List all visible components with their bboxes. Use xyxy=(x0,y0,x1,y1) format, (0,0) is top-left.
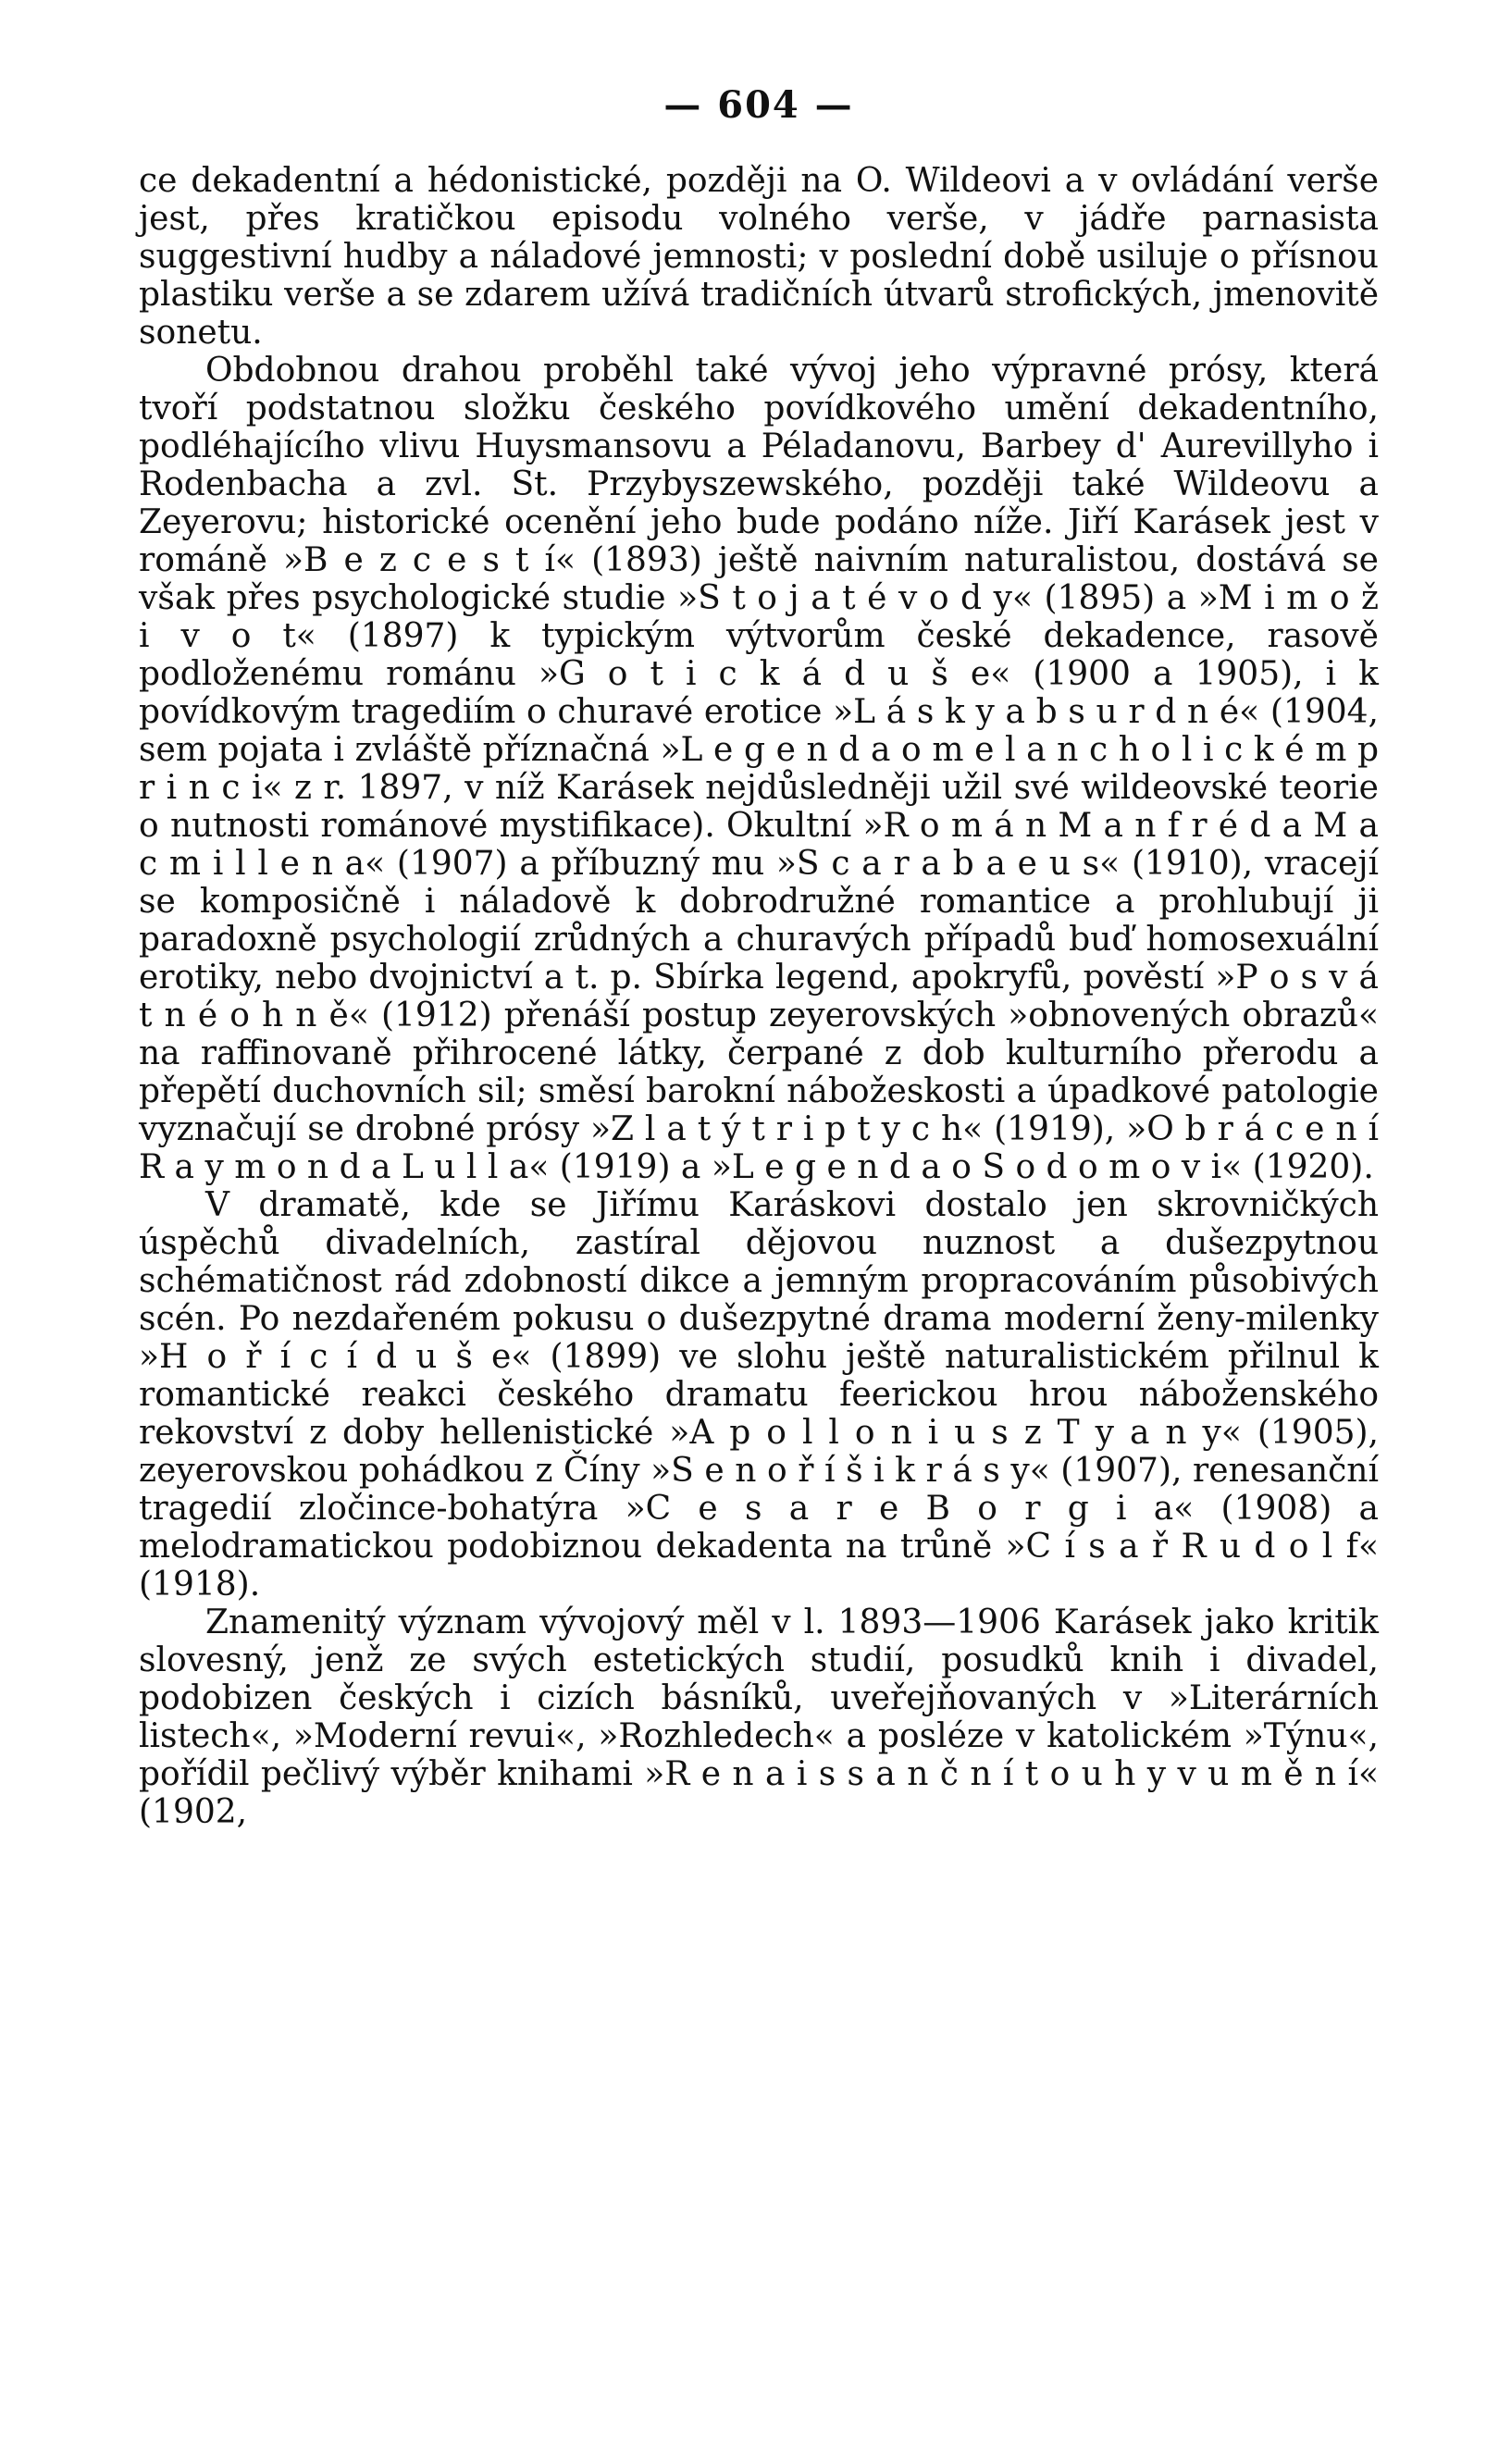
paragraph-4: Znamenitý význam vývojový měl v l. 1893—1906 Karásek jako kritik slovesný, jenž ze svých estetických studií, posudků knih i divadel, podobizen českých i cizích básníků, uveřejňovaných v »Literárních listech«, »Moderní revui«, »Rozhledech« a posléze v katolickém »Týnu«, pořídil pečlivý výběr knihami »R e n a i s s a n č n í t o u h y v u m ě n í« (1902, xyxy=(139,1603,1379,1831)
paragraph-1: ce dekadentní a hédonistické, později na O. Wildeovi a v ovládání verše jest, přes kratičkou episodu volného verše, v jádře parnasista suggestivní hudby a náladové jemnosti; v poslední době usiluje o přísnou plastiku verše a se zdarem užívá tradičních útvarů strofických, jmenovitě sonetu. xyxy=(139,162,1379,352)
paragraph-3: V dramatě, kde se Jiřímu Karáskovi dostalo jen skrovničkých úspěchů divadelních, zastíral dějovou nuznost a dušezpytnou schématičnost rád zdobností dikce a jemným propracováním působivých scén. Po nezdařeném pokusu o dušezpytné drama moderní ženy-milenky »H o ř í c í d u š e« (1899) ve slohu ještě naturalistickém přilnul k romantické reakci českého dramatu feerickou hrou náboženského rekovství z doby hellenistické »A p o l l o n i u s z T y a n y« (1905), zeyerovskou pohádkou z Číny »S e n o ř í š i k r á s y« (1907), renesanční tragedií zločince-bohatýra »C e s a r e B o r g i a« (1908) a melodramatickou podobiznou dekadenta na trůně »C í s a ř R u d o l f« (1918). xyxy=(139,1186,1379,1603)
paragraph-2: Obdobnou drahou proběhl také vývoj jeho výpravné prósy, která tvoří podstatnou složku českého povídkového umění dekadentního, podléhajícího vlivu Huysmansovu a Péladanovu, Barbey d' Aurevillyho i Rodenbacha a zvl. St. Przybyszewského, později také Wildeovu a Zeyerovu; historické ocenění jeho bude podáno níže. Jiří Karásek jest v románě »B e z c e s t í« (1893) ještě naivním naturalistou, dostává se však přes psychologické studie »S t o j a t é v o d y« (1895) a »M i m o ž i v o t« (1897) k typickým výtvorům české dekadence, rasově podloženému románu »G o t i c k á d u š e« (1900 a 1905), i k povídkovým tragediím o churavé erotice »L á s k y a b s u r d n é« (1904, sem pojata i zvláště příznačná »L e g e n d a o m e l a n c h o l i c k é m p r i n c i« z r. 1897, v níž Karásek nejdůsledněji užil své wildeovské teorie o nutnosti románové mystifikace). Okultní »R o m á n M a n f r é d a M a c m i l l e n a« (1907) a příbuzný mu »S c a r a b a e u s« (1910), vracejí se komposičně i náladově k dobrodružné romantice a prohlubují ji paradoxně psychologií zrůdných a churavých případů buď homosexuální erotiky, nebo dvojnictví a t. p. Sbírka legend, apokryfů, pověstí »P o s v á t n é o h n ě« (1912) přenáší postup zeyerovských »obnovených obrazů« na raffinovaně přihrocené látky, čerpané z dob kulturního přerodu a přepětí duchovních sil; směsí barokní nábožeskosti a úpadkové patologie vyznačují se drobné prósy »Z l a t ý t r i p t y c h« (1919), »O b r á c e n í R a y m o n d a L u l l a« (1919) a »L e g e n d a o S o d o m o v i« (1920). xyxy=(139,352,1379,1186)
document-page xyxy=(139,83,1379,1831)
page-number: — 604 — xyxy=(663,83,854,127)
